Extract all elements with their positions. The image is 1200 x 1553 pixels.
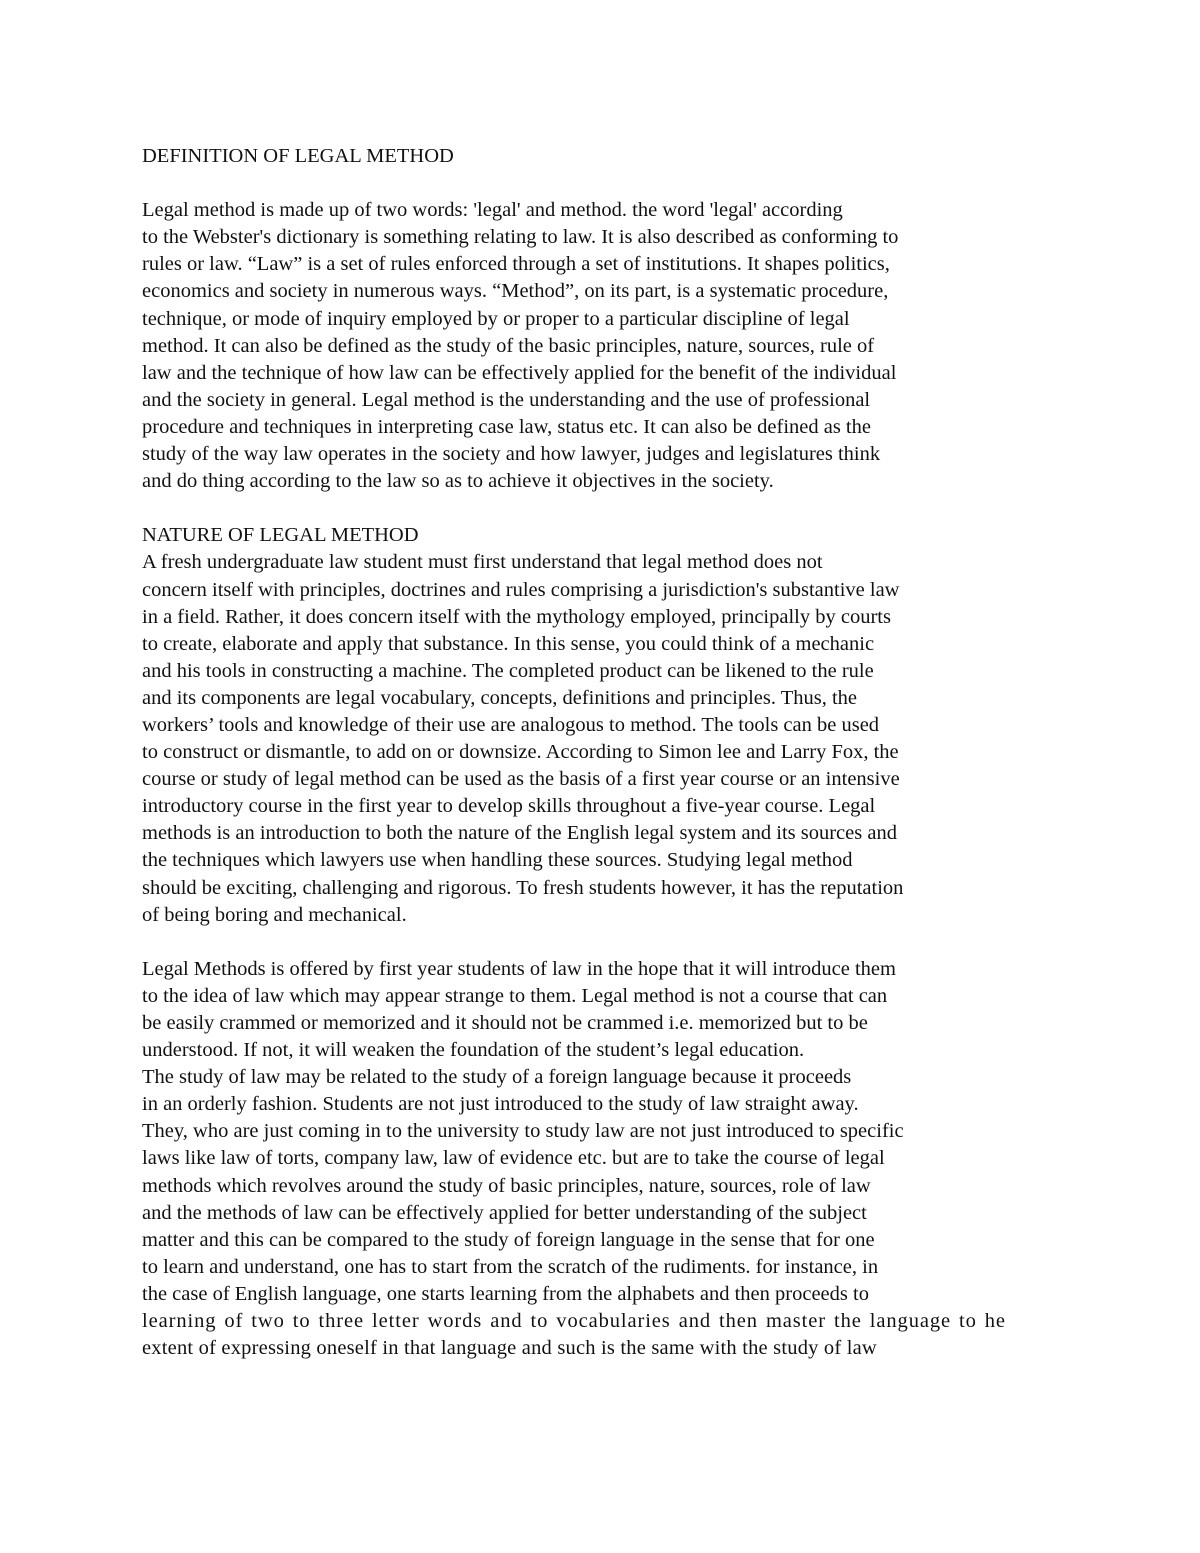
text-line: The study of law may be related to the study of a foreign language because it proceeds — [142, 1066, 852, 1089]
paragraph-nature — [142, 549, 1142, 928]
text-line: methods which revolves around the study of basic principles, nature, sources, role of law — [142, 1174, 871, 1197]
text-line: and do thing according to the law so as to achieve it objectives in the society. — [142, 470, 774, 493]
paragraph-definition — [142, 197, 1142, 495]
text-line: methods is an introduction to both the nature of the English legal system and its sources and — [142, 822, 897, 845]
text-line: rules or law. “Law” is a set of rules enforced through a set of institutions. It shapes politics, — [142, 253, 890, 276]
text-line: in a field. Rather, it does concern itself with the mythology employed, principally by courts — [142, 605, 891, 628]
text-line: and his tools in constructing a machine. The completed product can be likened to the rule — [142, 659, 874, 682]
document-body — [142, 143, 1142, 1362]
text-line: to the Webster's dictionary is something relating to law. It is also described as conforming to — [142, 226, 899, 249]
text-line: workers’ tools and knowledge of their use are analogous to method. The tools can be used — [142, 713, 880, 736]
text-line: laws like law of torts, company law, law of evidence etc. but are to take the course of legal — [142, 1147, 885, 1170]
section-heading-definition: DEFINITION OF LEGAL METHOD — [142, 145, 454, 167]
text-line: understood. If not, it will weaken the foundation of the student’s legal education. — [142, 1039, 805, 1062]
text-line: economics and society in numerous ways. “Method”, on its part, is a systematic procedure, — [142, 280, 889, 303]
text-line: They, who are just coming in to the university to study law are not just introduced to specific — [142, 1120, 904, 1143]
text-line: course or study of legal method can be used as the basis of a first year course or an intensive — [142, 768, 900, 791]
paragraph-spacer — [142, 929, 1142, 956]
paragraph-legal-methods-course — [142, 956, 1142, 1362]
text-line: introductory course in the first year to develop skills throughout a five-year course. Legal — [142, 795, 876, 818]
text-line: matter and this can be compared to the study of foreign language in the sense that for one — [142, 1228, 875, 1251]
text-line: be easily crammed or memorized and it should not be crammed i.e. memorized but to be — [142, 1012, 868, 1034]
text-line: law and the technique of how law can be effectively applied for the benefit of the individual — [142, 361, 897, 384]
text-line: should be exciting, challenging and rigorous. To fresh students however, it has the reputation — [142, 876, 904, 899]
text-line: in an orderly fashion. Students are not just introduced to the study of law straight away. — [142, 1093, 859, 1116]
section-heading-nature: NATURE OF LEGAL METHOD — [142, 524, 419, 547]
text-line: technique, or mode of inquiry employed by or proper to a particular discipline of legal — [142, 307, 850, 330]
text-line: and its components are legal vocabulary, concepts, definitions and principles. Thus, the — [142, 686, 858, 709]
paragraph-spacer — [142, 495, 1142, 522]
text-line: extent of expressing oneself in that language and such is the same with the study of law — [142, 1337, 877, 1360]
text-line: of being boring and mechanical. — [142, 903, 407, 926]
text-line: method. It can also be defined as the study of the basic principles, nature, sources, rule of — [142, 334, 875, 357]
text-line: to create, elaborate and apply that substance. In this sense, you could think of a mechanic — [142, 632, 875, 655]
text-line: learning of two to three letter words and to vocabularies and then master the language to he — [142, 1310, 1006, 1333]
text-line: the techniques which lawyers use when handling these sources. Studying legal method — [142, 849, 853, 872]
text-line: the case of English language, one starts learning from the alphabets and then proceeds to — [142, 1282, 869, 1305]
text-line: procedure and techniques in interpreting case law, status etc. It can also be defined as the — [142, 415, 871, 438]
text-line: and the methods of law can be effectively applied for better understanding of the subject — [142, 1201, 867, 1224]
text-line: study of the way law operates in the society and how lawyer, judges and legislatures think — [142, 443, 881, 466]
text-line: concern itself with principles, doctrines and rules comprising a jurisdiction's substantive law — [142, 578, 900, 601]
text-line: to learn and understand, one has to start from the scratch of the rudiments. for instance, in — [142, 1255, 879, 1278]
text-line: to construct or dismantle, to add on or downsize. According to Simon lee and Larry Fox, the — [142, 741, 899, 764]
text-line: Legal method is made up of two words: 'legal' and method. the word 'legal' according — [142, 199, 843, 222]
paragraph-spacer — [142, 170, 1142, 197]
text-line: Legal Methods is offered by first year students of law in the hope that it will introduce them — [142, 957, 896, 980]
text-line: A fresh undergraduate law student must first understand that legal method does not — [142, 551, 823, 574]
text-line: and the society in general. Legal method is the understanding and the use of professional — [142, 388, 871, 411]
text-line: to the idea of law which may appear strange to them. Legal method is not a course that can — [142, 984, 888, 1007]
